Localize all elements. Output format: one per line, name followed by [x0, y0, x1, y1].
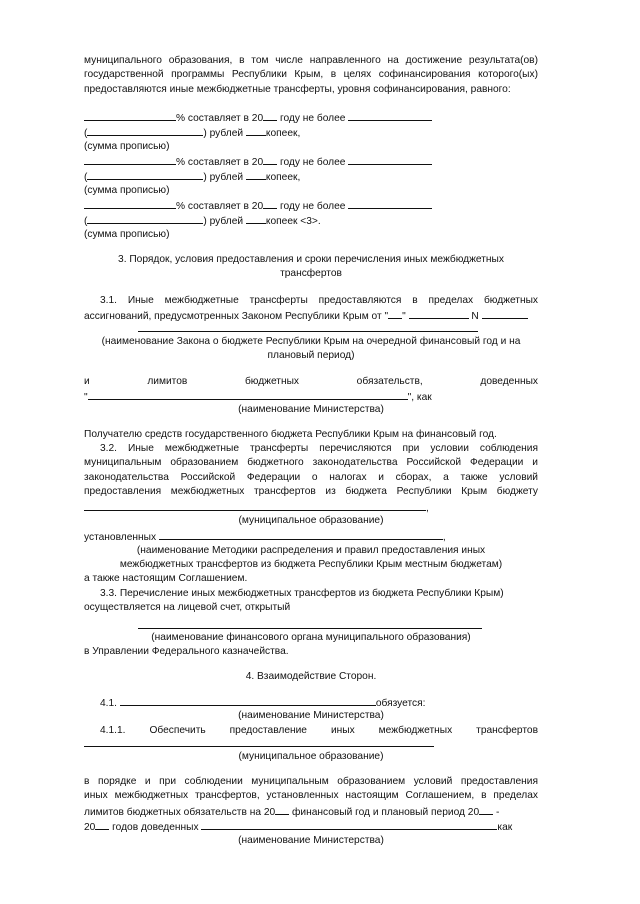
rubles-blank[interactable] — [87, 125, 203, 136]
cofinancing-percent-line-3: % составляет в 20 году не более — [84, 198, 432, 213]
kopecks-blank[interactable] — [246, 213, 266, 224]
ministry-caption-3: (наименование Министерства) — [238, 835, 384, 846]
p32-line-3: законодательства Российской Федерации о налогах и сборах, а также условий — [84, 472, 538, 483]
law-date-blank[interactable] — [409, 308, 469, 319]
cofinancing-rubles-line-1: ( ) рублей копеек, — [84, 125, 300, 140]
kopecks-blank[interactable] — [246, 125, 266, 136]
cofinancing-percent-line-1: % составляет в 20 году не более — [84, 110, 432, 125]
p41-line: 4.1. обязуется: — [100, 695, 425, 710]
ministry-blank[interactable] — [88, 389, 408, 400]
methodology-blank[interactable] — [159, 529, 443, 540]
rubles-blank[interactable] — [87, 169, 203, 180]
year-blank[interactable] — [263, 154, 277, 165]
ministry-caption-2: (наименование Министерства) — [238, 710, 384, 721]
fiscal-year-blank[interactable] — [275, 804, 289, 815]
rubles-blank[interactable] — [87, 213, 203, 224]
p31-line-2: ассигнований, предусмотренных Законом Республики Крым от " " N — [84, 308, 528, 323]
percent-blank[interactable] — [84, 154, 176, 165]
year-blank[interactable] — [263, 198, 277, 209]
law-number-blank[interactable] — [482, 308, 528, 319]
year-blank[interactable] — [263, 110, 277, 121]
amount-blank[interactable] — [348, 110, 432, 121]
p32-line-1: 3.2. Иные межбюджетные трансферты перечисляются при условии соблюдения — [100, 443, 538, 454]
law-day-blank[interactable] — [388, 308, 402, 319]
cofinancing-percent-line-2: % составляет в 20 году не более — [84, 154, 432, 169]
fin-org-line[interactable] — [138, 628, 482, 629]
intro-line-2: государственной программы Республики Крым, в целях софинансирования которого(ых) — [84, 69, 538, 80]
final-line-2: иных межбюджетных трансфертов, установленных настоящим Соглашением, в пределах — [84, 790, 538, 801]
section4-heading: 4. Взаимодействие Сторон. — [245, 671, 377, 682]
also-agreement-line: а также настоящим Соглашением. — [84, 573, 248, 584]
p33-line-2: осуществляется на лицевой счет, открытый — [84, 602, 291, 613]
p32-line-2: муниципальным образованием бюджетного законодательства Российской Федерации и — [84, 457, 538, 468]
law-caption-line-1: (наименование Закона о бюджете Республики Крым на очередной финансовый год и на — [101, 336, 521, 347]
ministry-blank[interactable] — [120, 695, 376, 706]
law-name-line[interactable] — [138, 331, 478, 332]
methodology-caption-line-1: (наименование Методики распределения и правил предоставления иных — [136, 545, 486, 556]
amount-blank[interactable] — [348, 154, 432, 165]
ministry-blank[interactable] — [201, 819, 497, 830]
municipality-fill-line-2[interactable] — [84, 746, 434, 747]
ministry-caption-1: (наименование Министерства) — [238, 404, 384, 415]
limits-line: и лимитов бюджетных обязательств, доведенных — [84, 376, 538, 387]
sum-in-words-caption-1: (сумма прописью) — [84, 141, 170, 152]
established-line: установленных , — [84, 529, 446, 544]
p31-line-1: 3.1. Иные межбюджетные трансферты предоставляются в пределах бюджетных — [100, 295, 538, 306]
p411-line: 4.1.1. Обеспечить предоставление иных межбюджетных трансфертов — [100, 725, 538, 736]
kopecks-blank[interactable] — [246, 169, 266, 180]
section3-heading-line-1: 3. Порядок, условия предоставления и сроки перечисления иных межбюджетных — [118, 254, 504, 265]
percent-blank[interactable] — [84, 110, 176, 121]
section3-heading-line-2: трансфертов — [280, 268, 342, 279]
fin-org-caption: (наименование финансового органа муниципального образования) — [151, 632, 471, 643]
treasury-line: в Управлении Федерального казначейства. — [84, 646, 289, 657]
recipient-line: Получателю средств государственного бюджета Республики Крым на финансовый год. — [84, 429, 497, 440]
law-caption-line-2: плановый период) — [267, 350, 355, 361]
cofinancing-rubles-line-3: ( ) рублей копеек <3>. — [84, 213, 321, 228]
plan-year-start-blank[interactable] — [479, 804, 493, 815]
amount-blank[interactable] — [348, 198, 432, 209]
methodology-caption-line-2: межбюджетных трансфертов из бюджета Республики Крым местным бюджетам) — [119, 559, 503, 570]
p33-line-1: 3.3. Перечисление иных межбюджетных трансфертов из бюджета Республики Крым) — [100, 588, 504, 599]
sum-in-words-caption-2: (сумма прописью) — [84, 185, 170, 196]
final-line-3: лимитов бюджетных обязательств на 20 финансовый год и плановый период 20 - — [84, 804, 499, 819]
intro-line-1: муниципального образования, в том числе направленного на достижение результата(ов) — [84, 55, 538, 66]
intro-line-3: предоставляются иные межбюджетные трансферты, уровня софинансирования, равного: — [84, 84, 511, 95]
final-line-1: в порядке и при соблюдении муниципальным образованием условий предоставления — [84, 776, 538, 787]
percent-blank[interactable] — [84, 198, 176, 209]
plan-year-end-blank[interactable] — [95, 819, 109, 830]
final-line-4: 20 годов доведенных как — [84, 819, 512, 834]
municipality-caption-1: (муниципальное образование) — [238, 515, 384, 526]
p32-line-4: предоставления межбюджетных трансфертов из бюджета Республики Крым бюджету — [84, 486, 538, 497]
municipality-caption-2: (муниципальное образование) — [238, 751, 384, 762]
cofinancing-rubles-line-2: ( ) рублей копеек, — [84, 169, 300, 184]
ministry-fill-line-1: " ", как — [84, 389, 432, 404]
municipality-fill-line-1: , — [84, 500, 429, 515]
sum-in-words-caption-3: (сумма прописью) — [84, 229, 170, 240]
municipality-blank[interactable] — [84, 500, 426, 511]
